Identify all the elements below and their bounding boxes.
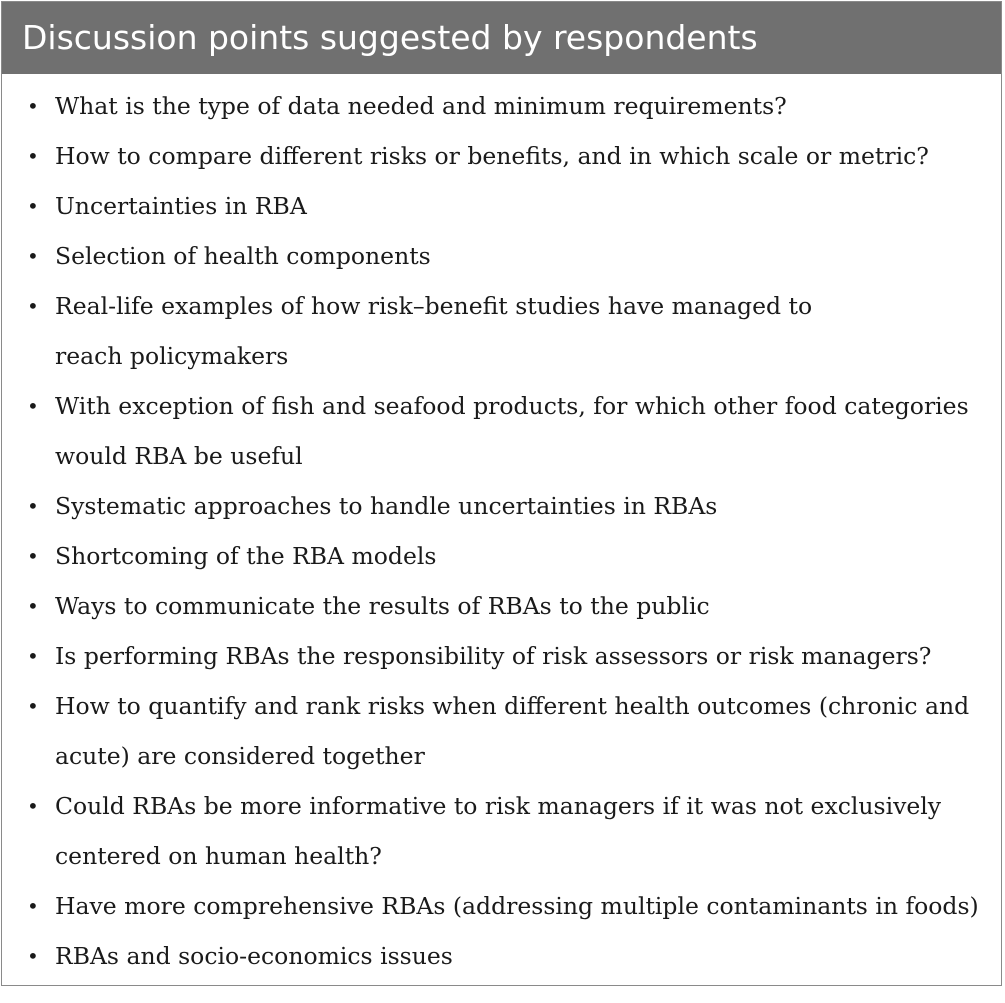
table-header: Discussion points suggested by respondents bbox=[2, 2, 1001, 74]
list-item-text: acute) are considered together bbox=[55, 742, 425, 770]
discussion-points-list bbox=[2, 74, 1001, 981]
list-item bbox=[2, 181, 1001, 231]
list-item bbox=[2, 531, 1001, 581]
list-item bbox=[2, 131, 1001, 181]
bullet-icon: • bbox=[27, 794, 39, 818]
list-item-text: RBAs and socio-economics issues bbox=[55, 942, 453, 970]
list-item bbox=[2, 781, 1001, 881]
bullet-icon: • bbox=[27, 494, 39, 518]
list-item-text: Real-life examples of how risk–benefit studies have managed to bbox=[55, 292, 813, 320]
list-item-text: Systematic approaches to handle uncertainties in RBAs bbox=[55, 492, 718, 520]
discussion-points-table bbox=[1, 1, 1002, 986]
list-item-text: Have more comprehensive RBAs (addressing multiple contaminants in foods) bbox=[55, 892, 979, 920]
bullet-icon: • bbox=[27, 594, 39, 618]
bullet-icon: • bbox=[27, 244, 39, 268]
list-item-text: Selection of health components bbox=[55, 242, 431, 270]
list-item-text: What is the type of data needed and minimum requirements? bbox=[55, 92, 787, 120]
list-item bbox=[2, 881, 1001, 931]
list-item bbox=[2, 631, 1001, 681]
list-item-text: reach policymakers bbox=[55, 342, 289, 370]
list-item-text: would RBA be useful bbox=[55, 442, 303, 470]
list-item-text: With exception of fish and seafood products, for which other food categories bbox=[55, 392, 969, 420]
bullet-icon: • bbox=[27, 94, 39, 118]
list-item bbox=[2, 581, 1001, 631]
list-item-text: Shortcoming of the RBA models bbox=[55, 542, 437, 570]
bullet-icon: • bbox=[27, 694, 39, 718]
list-item bbox=[2, 681, 1001, 781]
list-item-text: Uncertainties in RBA bbox=[55, 192, 307, 220]
bullet-icon: • bbox=[27, 144, 39, 168]
list-item-text: centered on human health? bbox=[55, 842, 382, 870]
list-item bbox=[2, 381, 1001, 481]
bullet-icon: • bbox=[27, 294, 39, 318]
list-item bbox=[2, 481, 1001, 531]
list-item bbox=[2, 931, 1001, 981]
list-item-text: How to quantify and rank risks when different health outcomes (chronic and bbox=[55, 692, 970, 720]
bullet-icon: • bbox=[27, 544, 39, 568]
list-item bbox=[2, 281, 1001, 381]
bullet-icon: • bbox=[27, 194, 39, 218]
bullet-icon: • bbox=[27, 944, 39, 968]
list-item-text: Ways to communicate the results of RBAs to the public bbox=[55, 592, 710, 620]
bullet-icon: • bbox=[27, 394, 39, 418]
list-item bbox=[2, 81, 1001, 131]
bullet-icon: • bbox=[27, 644, 39, 668]
list-item-text: Could RBAs be more informative to risk managers if it was not exclusively bbox=[55, 792, 942, 820]
list-item-text: Is performing RBAs the responsibility of risk assessors or risk managers? bbox=[55, 642, 932, 670]
list-item bbox=[2, 231, 1001, 281]
list-item-text: How to compare different risks or benefits, and in which scale or metric? bbox=[55, 142, 929, 170]
bullet-icon: • bbox=[27, 894, 39, 918]
